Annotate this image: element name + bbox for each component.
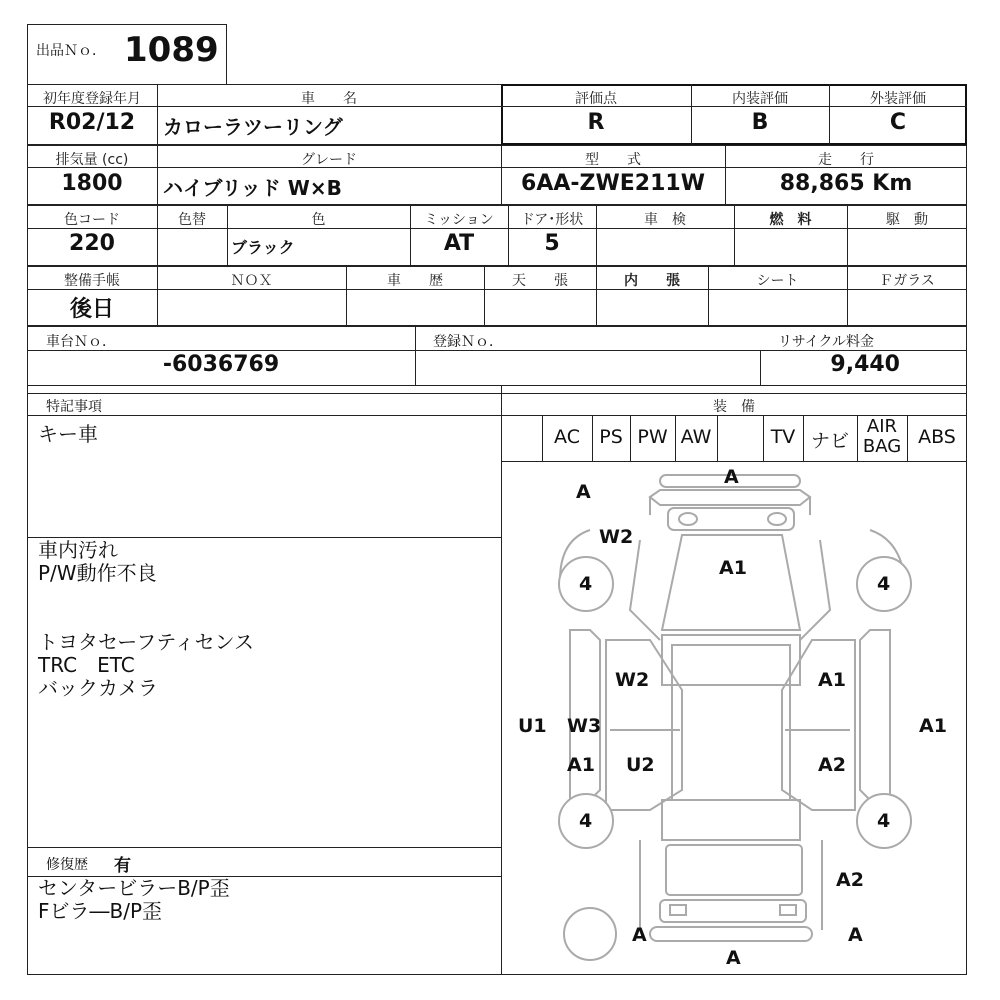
grade-label: グレード [301,152,357,168]
mark-fr-door: A1 [818,669,846,691]
score-value: R [587,110,605,135]
repair-line-2: Fビラ―B/P歪 [38,899,163,923]
chassis-label: 車台Ｎｏ． [46,334,116,350]
model-value: 6AA-ZWE211W [521,171,705,196]
equip-aw: AW [680,426,712,448]
name-value: カローラツーリング [163,115,343,139]
equipment-label: 装 備 [713,399,755,415]
inner-label: 内 張 [624,273,680,289]
door-label: ドア･形状 [520,212,584,228]
repair-value: 有 [114,856,131,876]
mark-left-step: U1 [518,715,547,737]
cc-label: 排気量 (cc) [55,152,129,168]
fuel-label: 燃 料 [769,212,812,228]
cc-value: 1800 [61,171,123,196]
name-label: 車 名 [301,91,357,107]
note-key-car: キー車 [38,422,98,446]
divider [717,415,718,461]
maint-label: 整備手帳 [64,273,120,289]
recolor-label: 色替 [178,212,206,228]
interior-value: B [751,110,769,135]
equip-tv: TV [770,426,796,448]
reg-label: 登録Ｎｏ． [433,334,503,350]
mark-left-pillar: W3 [567,715,602,737]
lot-number: 1089 [124,30,219,70]
drive-label: 駆 動 [886,212,928,228]
mark-right-step: A1 [919,715,947,737]
exterior-label: 外装評価 [870,91,926,107]
mark-wheel-rl: 4 [579,810,593,832]
repair-line-1: センタービラーB/P歪 [38,876,230,900]
mark-rl-door: U2 [626,754,655,776]
recycle-value: 9,440 [830,352,900,377]
mark-rr-door: A2 [818,754,846,776]
mark-wheel-rr: 4 [877,810,891,832]
model-label: 型 式 [585,152,641,168]
lot-label: 出品Ｎｏ． [36,43,106,59]
chassis-value: -6036769 [162,352,280,377]
color-label: 色 [311,212,326,228]
inspection-label: 車 検 [644,212,686,228]
mission-label: ミッション [424,212,494,228]
equip-pw: PW [637,426,668,448]
color-code-label: 色コード [64,212,120,228]
mark-fl-door: W2 [615,669,650,691]
divider [415,326,416,386]
exterior-value: C [889,110,907,135]
interior-label: 内装評価 [732,91,788,107]
mark-wheel-fr: 4 [877,573,891,595]
seat-label: シート [756,273,799,289]
year-label: 初年度登録年月 [43,91,141,107]
color-code-value: 220 [69,231,115,256]
mission-value: AT [443,231,475,256]
divider [27,393,967,394]
year-value: R02/12 [48,110,136,135]
score-label: 評価点 [575,91,617,107]
fglass-label: Ｆガラス [879,273,935,289]
nox-label: ＮＯＸ [230,273,273,289]
recycle-label: リサイクル料金 [778,334,875,350]
mileage-label: 走 行 [818,152,874,168]
mark-hood: A1 [719,557,747,579]
note-line-2: P/W動作不良 [38,561,157,585]
repair-label: 修復歴 [46,857,88,873]
mark-rear-left: A [632,924,647,946]
mark-trunk: A2 [836,869,864,891]
maint-value: 後日 [69,297,114,322]
note-line-4: トヨタセーフティセンス [38,630,254,654]
color-value: ブラック [231,238,295,257]
mark-front-bumper: A [724,466,739,488]
history-label: 車 歴 [387,273,443,289]
equip-abs: ABS [918,426,956,448]
mark-rear-bumper: A [726,947,741,969]
notes-label: 特記事項 [46,399,102,415]
mark-front-left-corner: A [576,481,591,503]
door-value: 5 [544,231,560,256]
equip-ps: PS [599,426,623,448]
grade-value: ハイブリッド W×B [163,176,342,200]
mark-wheel-fl: 4 [579,573,593,595]
mark-rl-quarter: A1 [567,754,595,776]
roof-label: 天 張 [512,273,568,289]
equip-ac: AC [554,426,580,448]
equip-navi: ナビ [810,430,849,452]
mark-front-left-fender: W2 [599,526,634,548]
note-line-5: TRC ETC [38,653,135,677]
mark-rear-right: A [848,924,863,946]
mileage-value: 88,865 Km [779,171,913,196]
note-line-1: 車内汚れ [38,538,118,562]
divider [27,847,501,848]
note-line-6: バックカメラ [38,676,158,700]
equip-airbag: AIR BAG [862,416,902,457]
